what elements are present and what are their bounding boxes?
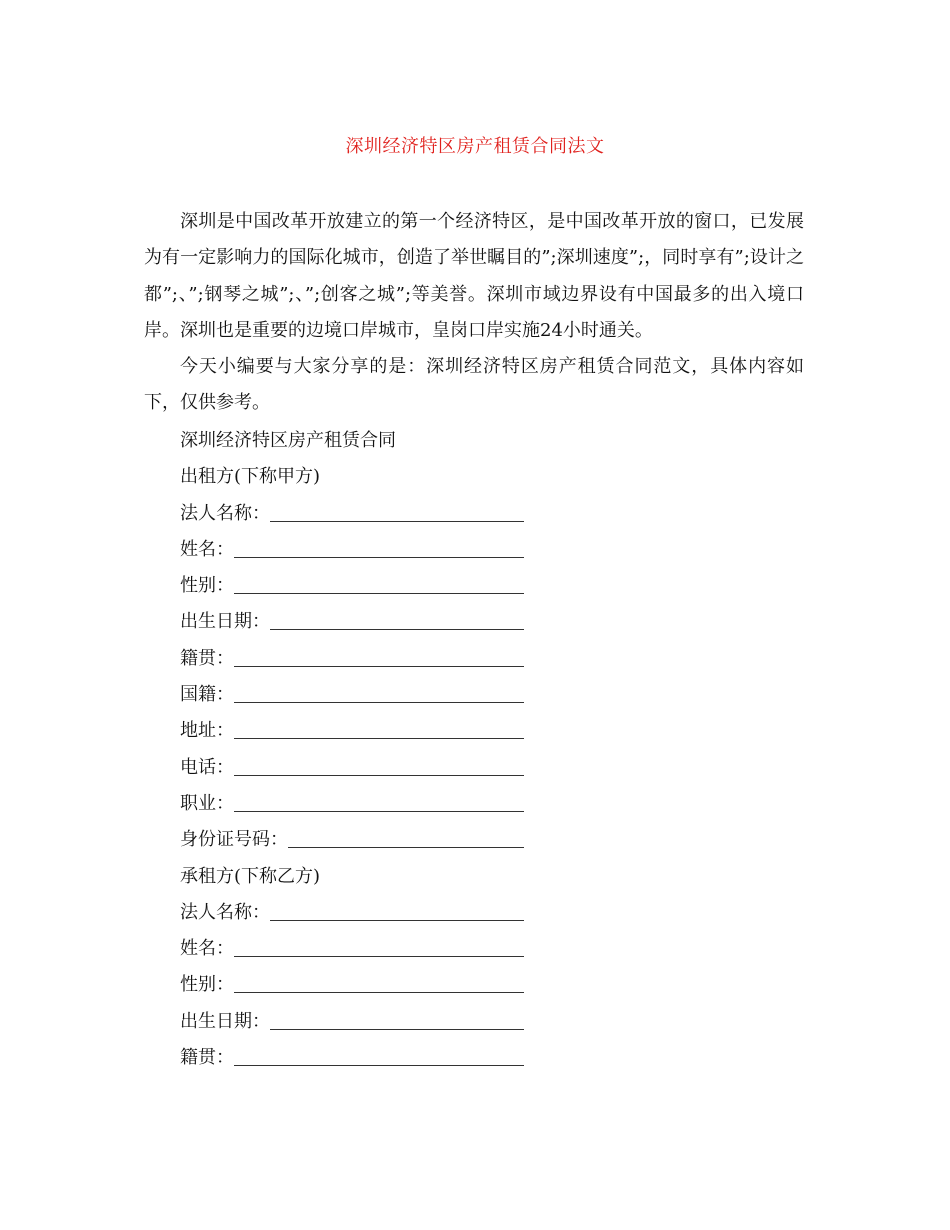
lessor-heading-text: 出租方(下称甲方) — [180, 466, 321, 488]
lessee-field-legal-name — [180, 895, 780, 931]
field-label: 职业： — [180, 792, 234, 814]
lessor-field-phone — [180, 750, 780, 786]
lessor-field-nationality — [180, 677, 780, 713]
lessor-field-birth-date — [180, 604, 780, 640]
fill-in-blank[interactable] — [234, 573, 524, 594]
intro-paragraph-1: 深圳是中国改革开放建立的第一个经济特区，是中国改革开放的窗口，已发展为有一定影响力的国际化城市，创造了举世瞩目的”;深圳速度”;，同时享有”;设计之都”;、”;钢琴之城”;、”;创客之城”;等美誉。深圳市域边界设有中国最多的出入境口岸。深圳也是重要的边境口岸城市，皇岗口岸实施24小时通关。 — [144, 211, 804, 341]
lessor-field-gender — [180, 568, 780, 604]
fill-in-blank[interactable] — [270, 900, 524, 921]
lessor-field-occupation — [180, 786, 780, 822]
field-label: 法人名称： — [180, 502, 270, 524]
contract-form — [180, 423, 780, 1076]
fill-in-blank[interactable] — [270, 1009, 524, 1030]
field-label: 姓名： — [180, 938, 234, 960]
contract-title-text: 深圳经济特区房产租赁合同 — [180, 430, 396, 451]
fill-in-blank[interactable] — [234, 972, 524, 993]
lessor-field-native-place — [180, 641, 780, 677]
fill-in-blank[interactable] — [234, 718, 524, 739]
lessee-field-name — [180, 931, 780, 967]
lessee-field-birth-date — [180, 1004, 780, 1040]
field-label: 地址： — [180, 720, 234, 742]
lessor-field-name — [180, 532, 780, 568]
fill-in-blank[interactable] — [234, 682, 524, 703]
field-label: 姓名： — [180, 538, 234, 560]
fill-in-blank[interactable] — [270, 609, 524, 630]
fill-in-blank[interactable] — [288, 827, 524, 848]
field-label: 籍贯： — [180, 647, 234, 669]
field-label: 法人名称： — [180, 901, 270, 923]
field-label: 身份证号码： — [180, 829, 288, 851]
lessor-field-address — [180, 713, 780, 749]
lessor-field-legal-name — [180, 496, 780, 532]
field-label: 性别： — [180, 974, 234, 996]
fill-in-blank[interactable] — [234, 755, 524, 776]
field-label: 出生日期： — [180, 1010, 270, 1032]
field-label: 性别： — [180, 575, 234, 597]
fill-in-blank[interactable] — [270, 501, 524, 522]
contract-title — [180, 423, 780, 459]
lessor-field-id-number — [180, 822, 780, 858]
lessee-field-gender — [180, 967, 780, 1003]
lessee-heading — [180, 859, 780, 895]
document-title: 深圳经济特区房产租赁合同法文 — [345, 136, 605, 157]
fill-in-blank[interactable] — [234, 646, 524, 667]
lessee-field-native-place — [180, 1040, 780, 1076]
fill-in-blank[interactable] — [234, 936, 524, 957]
intro-text — [144, 204, 804, 422]
fill-in-blank[interactable] — [234, 791, 524, 812]
intro-paragraph-2: 今天小编要与大家分享的是：深圳经济特区房产租赁合同范文，具体内容如下，仅供参考。 — [144, 356, 804, 414]
fill-in-blank[interactable] — [234, 537, 524, 558]
field-label: 出生日期： — [180, 611, 270, 633]
field-label: 电话： — [180, 756, 234, 778]
field-label: 国籍： — [180, 684, 234, 706]
fill-in-blank[interactable] — [234, 1045, 524, 1066]
lessor-heading — [180, 459, 780, 495]
lessee-heading-text: 承租方(下称乙方) — [180, 865, 321, 887]
field-label: 籍贯： — [180, 1047, 234, 1069]
